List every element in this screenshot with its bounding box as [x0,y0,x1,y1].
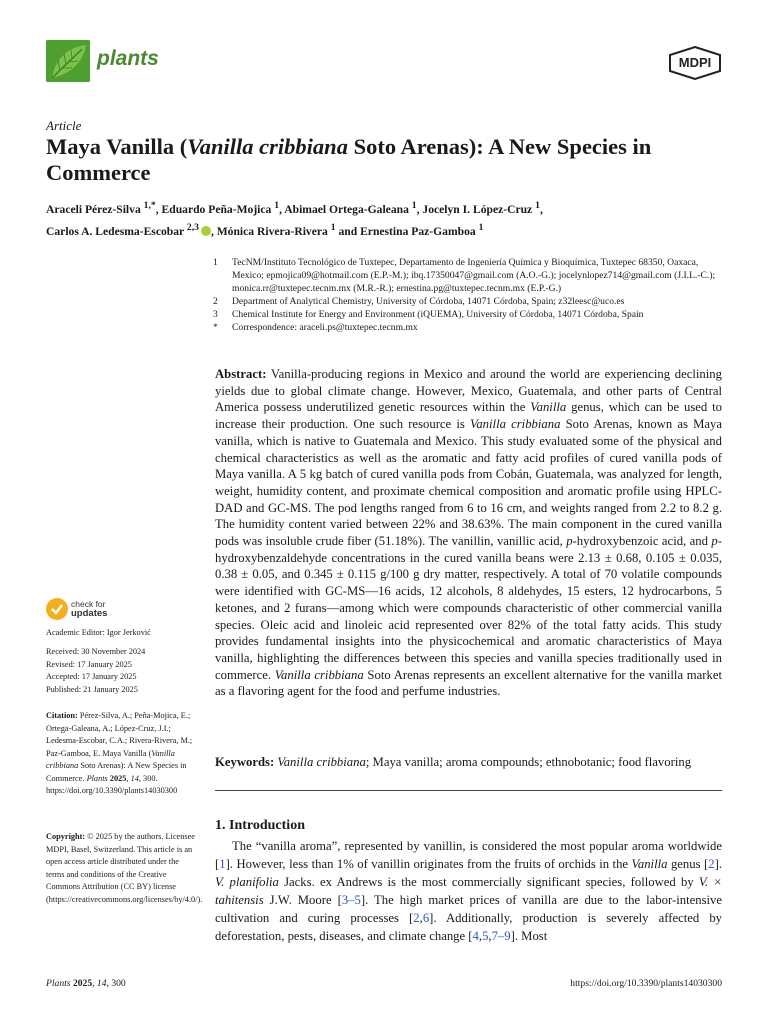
intro-italic: V. planifolia [215,874,279,889]
affiliation-text: TecNM/Instituto Tecnológico de Tuxtepec, Departamento de Ingeniería Química y Bioquímica, Tuxtepec 68350, Oaxaca, Mexico; epmojica09@hotmail.com (E.P.-M.); ibq.17350047@gmail.com (A.O.-G.); jocelynlopez714@gmail.com (J.I.L.-C.); monica.rr@tuxtepec.tecnm.mx (M.R.-R.); ernestina.pg@tuxtepec.tecnm.mx (E.P.-G.) [232,257,716,294]
citation-link[interactable]: 5 [482,928,489,943]
citation-link[interactable]: 6 [422,910,430,925]
intro-text: , [488,928,492,943]
affiliation-item [213,321,728,334]
intro-text: Jacks. ex Andrews is the most commercially significant species, followed by [278,874,699,889]
author-affil-sup: 1 [535,200,540,211]
affiliation-marker: * [213,322,218,333]
title-part: Soto Arenas): A New Species in Commerce [46,134,652,185]
abstract-text: Soto Arenas, known as Maya vanilla, which is native to Guatemala and Mexico. This study evaluated some of the physical and chemical characteristics as well as the aromatic and fatty acid profiles of cured vanilla pods of Maya vanilla. A 5 kg batch of cured vanilla pods from Cobán, Guatemala, was analyzed for length, weight, humidity content, and proximate chemical composition and aromatic profile using HPLC-DAD and GC-MS. The pod lengths ranged from 6 to 16 cm, and weights ranged from 2.2 to 8.2 g. The humidity content varied between 22% and 38.63%. The main component in the cured vanilla pods was insoluble crude fiber (51.18%). The vanillin, vanillic acid, [215,417,722,549]
leaf-icon [46,40,90,82]
author-affil-sup: 1 [330,221,336,233]
author-affil-sup: 2,3 [186,221,199,233]
abstract-text: -hydroxybenzaldehyde concentrations in the cured vanilla beans were 2.13 ± 0.68, 0.105 ± 0.035, 0.38 ± 0.05, and 0.345 ± 0.115 g/100 g dry matter, respectively. A total of 70 volatile compounds were identified with GC-MS—16 acids, 12 alcohols, 8 aldehydes, 15 esters, 12 hydrocarbons, 5 ketones, and 2 furans—among which were compounds characteristic of other commercial vanilla species. Oleic acid and linoleic acid represented over 82% of the total fatty acids. This study provides fundamental insights into the physicochemical and aromatic characteristics of Maya vanilla, highlighting the differences between this species and vanilla species traditionally used in commerce. [215,534,722,682]
date-accepted: Accepted: 17 January 2025 [46,672,137,681]
dates [46,646,196,696]
author-name[interactable]: Carlos A. Ledesma-Escobar [46,224,184,238]
intro-text: ]. Additionally, production is severely affected by deforestation, pests, diseases, and climate change [ [215,910,723,943]
intro-text: ]. Most [510,928,548,943]
citation-link[interactable]: 1 [219,856,226,871]
author-name[interactable]: Eduardo Peña-Mojica [161,202,272,216]
orcid-icon[interactable] [201,226,211,236]
affiliation-marker: 3 [213,309,218,320]
intro-text: ]. The high market prices of vanilla are due to the labor-intensive cultivation and curing processes [ [215,892,723,925]
intro-italic: Vanilla [631,856,668,871]
footer-page: 300 [111,978,126,989]
citation-block [46,710,196,798]
date-received: Received: 30 November 2024 [46,647,146,656]
abstract-italic: Vanilla cribbiana [469,417,561,432]
abstract [215,366,722,700]
author-name[interactable]: Jocelyn I. López-Cruz [422,202,533,216]
title-species: Vanilla cribbiana [187,134,348,159]
abstract-label: Abstract: [215,367,267,381]
citation-italic: 14 [130,773,139,783]
intro-italic: V. × tahitensis [215,874,722,907]
author-name[interactable]: Abimael Ortega-Galeana [284,202,409,216]
keywords-label: Keywords: [215,755,275,769]
abstract-text: -hydroxybenzoic acid, and [572,534,712,549]
citation-italic: Plants [86,773,108,783]
intro-text: , [419,910,423,925]
journal-logo [46,40,90,82]
abstract-text: genus, which can be used to increase their production. One such resource is [215,400,722,432]
article-title [46,134,726,186]
date-published: Published: 21 January 2025 [46,684,138,694]
footer-year: 2025 [72,978,93,989]
footer-sep: , [92,978,97,989]
journal-name[interactable]: plants [97,47,159,70]
keyword-italic: Vanilla cribbiana [277,755,366,769]
title-part: Maya Vanilla ( [46,134,188,159]
affiliation-marker: 2 [213,296,218,307]
section-heading: 1. Introduction [215,818,305,833]
author-name[interactable]: Mónica Rivera-Rivera [216,224,328,238]
author-affil-sup: 1 [274,200,280,211]
check-for-updates-badge[interactable] [46,598,166,622]
footer-doi-link[interactable]: https://doi.org/10.3390/plants14030300 [570,978,722,989]
footer-citation [46,978,126,989]
keywords-text: ; Maya vanilla; aroma compounds; ethnobotanic; food flavoring [365,755,692,769]
affiliation-item [213,295,728,308]
citation-link[interactable]: 2 [708,856,715,871]
footer-sep: , [106,978,112,989]
intro-text: J.W. Moore [ [263,892,342,907]
author-affil-sup: 1,* [143,200,156,211]
citation-label: Citation: [46,711,78,720]
affiliation-text: Correspondence: araceli.ps@tuxtepec.tecnm.mx [232,322,418,333]
citation-text: Pérez-Silva, A.; Peña-Mojica, E.; Ortega-Galeana, A.; López-Cruz, J.I.; Ledesma-Escobar, C.A.; Rivera-Rivera, M.; Paz-Gamboa, E. Maya Vanilla ( [46,711,193,758]
abstract-italic: Vanilla [530,400,567,415]
citation-link[interactable]: 7–9 [491,928,511,943]
affiliations [213,256,728,334]
abstract-italic: Vanilla cribbiana [274,667,364,682]
check-updates-text: check for [71,599,106,609]
check-updates-icon [46,598,68,620]
author-and: and [338,224,358,238]
publisher-logo[interactable] [667,46,723,80]
section-divider [215,790,722,791]
check-updates-text: updates [71,608,108,619]
publisher-name: MDPI [678,55,712,70]
abstract-italic: p [711,534,718,549]
citation-italic: Vanilla cribbiana [46,748,175,770]
author-name[interactable]: Araceli Pérez-Silva [46,202,141,216]
author-affil-sup: 1 [411,200,417,211]
article-type: Article [46,118,82,133]
citation-text: , 300. https://doi.org/10.3390/plants14030300 [46,773,178,795]
author-affil-sup: 1 [478,221,484,233]
keywords [215,754,722,771]
footer-journal: Plants [46,978,71,989]
date-revised: Revised: 17 January 2025 [46,659,132,669]
introduction-text [215,838,722,945]
copyright-label: Copyright: [46,832,86,841]
intro-text: ]. [714,856,722,871]
citation-link[interactable]: 4 [472,928,479,943]
author-list: Araceli Pérez-Silva $^{1,*}$, Eduardo Peña-Mojica $^1$, Abimael Ortega-Galeana $^1$, Jocelyn I. López-Cruz $^1$, Carlos A. Ledesma-Escobar $^{2,3}$ , Mónica Rivera-Rivera $^1$ and Ernestina Paz-Gamboa $^1$ [46,200,543,238]
affiliation-text: Department of Analytical Chemistry, University of Córdoba, 14071 Córdoba, Spain; z32leesc@uco.es [232,296,625,307]
intro-text: ]. However, less than 1% of vanillin originates from the fruits of orchids in the [225,856,632,871]
citation-link[interactable]: 2 [413,910,420,925]
author-name[interactable]: Ernestina Paz-Gamboa [360,224,476,238]
citation-bold: 2025 [109,773,127,783]
footer-volume: 14 [96,978,107,989]
citation-text: , [126,773,131,783]
copyright-block [46,831,203,906]
intro-text: genus [ [667,856,709,871]
intro-text: , [478,928,483,943]
citation-text: Soto Arenas): A New Species in Commerce. [46,761,187,783]
abstract-text: Soto Arenas represents an excellent alternative for the vanilla market as a flavoring agent for the food and perfume industries. [215,667,722,699]
academic-editor: Academic Editor: Igor Jerković [46,628,151,637]
copyright-text: © 2025 by the authors. Licensee MDPI, Basel, Switzerland. This article is an open access article distributed under the terms and conditions of the Creative Commons Attribution (CC BY) license (https://creativecommons.org/licenses/by/4.0/). [46,832,203,904]
intro-text: The “vanilla aroma”, represented by vanillin, is considered the most popular aroma worldwide [ [215,839,722,871]
affiliation-item [213,308,728,321]
affiliation-text: Chemical Institute for Energy and Environment (iQUEMA), University of Córdoba, 14071 Córdoba, Spain [232,309,644,320]
abstract-italic: p [566,534,573,549]
affiliation-item [213,256,728,295]
citation-link[interactable]: 3–5 [341,892,361,907]
affiliation-marker: 1 [213,257,218,268]
abstract-text: Vanilla-producing regions in Mexico and around the world are experiencing declining yields due to global climate change. However, Mexico, Guatemala, and other parts of Central America possess underutilized genetic resources within the [215,367,722,415]
